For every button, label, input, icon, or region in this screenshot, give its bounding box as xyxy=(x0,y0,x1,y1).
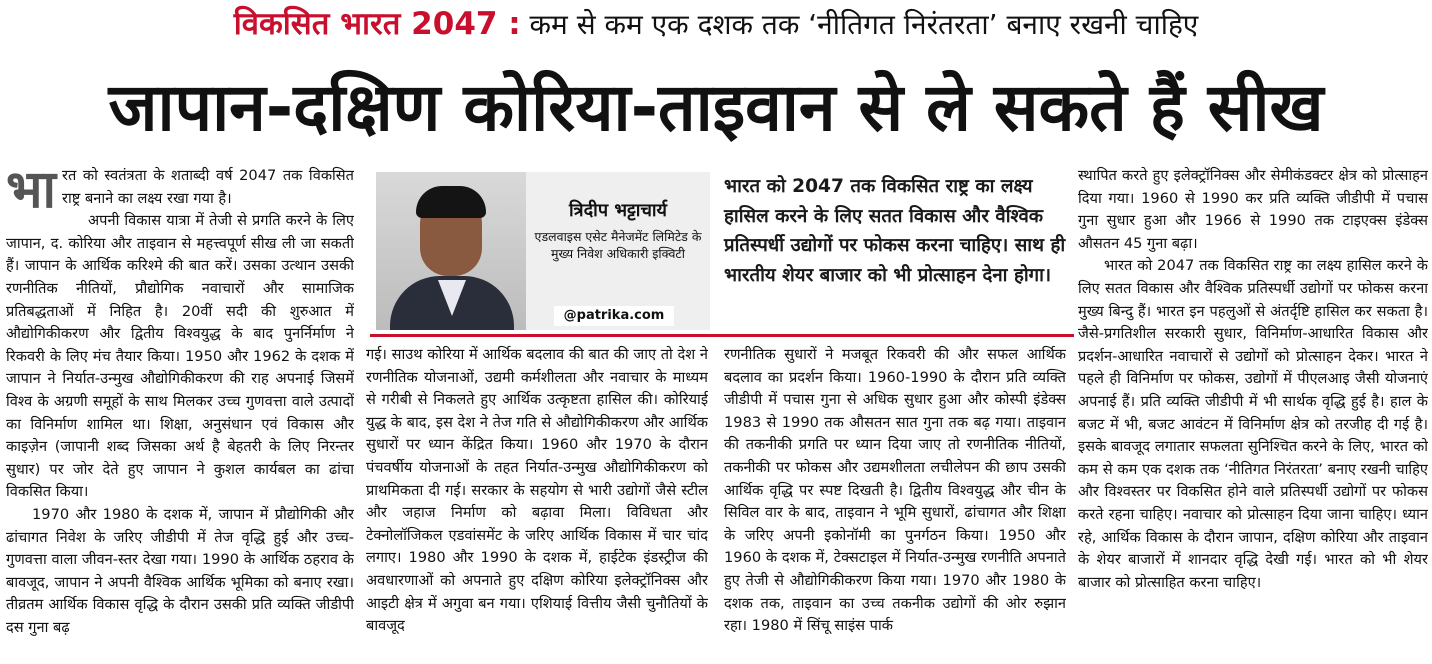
publication-handle: @patrika.com xyxy=(554,306,674,326)
paragraph: अपनी विकास यात्रा में तेजी से प्रगति करने के लिए जापान, द. कोरिया और ताइवान से महत्त्वपूर्ण सीख ली जा सकती हैं। जापान के आर्थिक करिश्मे की बात करें। उसका उत्थान उसकी रणनीतिक नीतियों, प्रौद्योगिक नवाचारों और सामाजिक प्रतिबद्धताओं में निहित है। 20वीं सदी की शुरुआत में औद्योगिकीकरण और द्वितीय विश्वयुद्ध के बाद पुनर्निर्माण ने रिकवरी के लिए मंच तैयार किया। 1950 और 1962 के दशक में जापान ने निर्यात-उन्मुख औद्योगिकीकरण की राह अपनाई जिसमें विश्व के अग्रणी समूहों के साथ मिलकर उच्च गुणवत्ता वाले उत्पादों का विनिर्माण शामिल था। शिक्षा, अनुसंधान एवं विकास और काइज़ेन (जापानी शब्द जिसका अर्थ है बेहतरी के लिए निरन्तर सुधार) पर जोर देते हुए जापान ने कुशल कार्यबल का ढांचा विकसित किया। xyxy=(6,212,354,501)
paragraph: गई। साउथ कोरिया में आर्थिक बदलाव की बात की जाए तो देश ने रणनीतिक योजनाओं, उद्यमी कर्मशीलता और नवाचार के माध्यम से गरीबी से निकलते हुए आर्थिक उत्कृष्टता हासिल की। कोरियाई युद्ध के बाद, इस देश ने तेज गति से औद्योगिकीकरण और आर्थिक सुधारों पर ध्यान केंद्रित किया। 1960 और 1970 के दौरान पंचवर्षीय योजनाओं के तहत निर्यात-उन्मुख औद्योगिकीकरण को प्राथमिकता दी गई। सरकार के सहयोग से भारी उद्योगों जैसे स्टील और जहाज निर्माण को बढ़ावा मिला। विविधता और टेक्नोलॉजिकल एडवांसमेंट के जरिए आर्थिक विकास में चार चांद लगाए। 1980 और 1990 के दशक में, हाईटेक इंडस्ट्रीज की अवधारणाओं को अपनाते हुए दक्षिण कोरिया इलेक्ट्रॉनिक्स और आइटी क्षेत्र में अगुवा बन गया। एशियाई वित्तीय जैसी चुनौतियों के बावजूद xyxy=(366,346,708,635)
author-box xyxy=(376,172,710,330)
divider-rule xyxy=(370,334,1074,337)
kicker-line xyxy=(0,2,1432,54)
headline: जापान-दक्षिण कोरिया-ताइवान से ले सकते हैं सीख xyxy=(108,69,1324,146)
article-column-4 xyxy=(1078,165,1428,663)
author-designation: एडलवाइस एसेट मैनेजमेंट लिमिटेड के मुख्य निवेश अधिकारी इक्विटी xyxy=(534,229,702,261)
paragraph: स्थापित करते हुए इलेक्ट्रॉनिक्स और सेमीकंडक्टर क्षेत्र को प्रोत्साहन दिया गया। 1960 से 1990 कर प्रति व्यक्ति जीडीपी में पचास गुना सुधार हुआ और 1966 से 1990 तक टाइएक्स इंडेक्स औसतन 45 गुना बढ़ा। xyxy=(1078,167,1428,252)
lead-paragraph: रत को स्वतंत्रता के शताब्दी वर्ष 2047 तक विकसित राष्ट्र बनाने का लक्ष्य रखा गया है। xyxy=(62,167,354,207)
paragraph: भारत को 2047 तक विकसित राष्ट्र का लक्ष्य हासिल करने के लिए सतत विकास और वैश्विक प्रतिस्पर्धी उद्योगों पर फोकस करना मुख्य बिन्दु हैं। भारत इन पहलुओं से अंतर्दृष्टि हासिल कर सकता है। जैसे-प्रगतिशील सरकारी सुधार, विनिर्माण-आधारित विकास और प्रदर्शन-आधारित नवाचारों से उद्योगों को प्रोत्साहन देकर। भारत ने पहले ही विनिर्माण पर फोकस, उद्योगों में पीएलआइ जैसी योजनाएं अपनाई हैं। प्रति व्यक्ति जीडीपी में भी सार्थक वृद्धि हुई है। हाल के बजट में भी, बजट आवंटन में विनिर्माण क्षेत्र को तरजीह दी गई है। इसके बावजूद लगातार सफलता सुनिश्चित करने के लिए, भारत को कम से कम एक दशक तक ‘नीतिगत निरंतरता’ बनाए रखनी चाहिए और विश्वस्तर पर विकसित होने वाले प्रतिस्पर्धी उद्योगों पर फोकस करते रहना चाहिए। नवाचार को प्रोत्साहन दिया जाना चाहिए। ध्यान रहे, आर्थिक विकास के दौरान जापान, दक्षिण कोरिया और ताइवान के शेयर बाजारों में शानदार वृद्धि देखी गई। भारत को भी शेयर बाजार को प्रोत्साहित करना चाहिए। xyxy=(1078,257,1428,591)
article-column-1 xyxy=(6,165,354,663)
kicker-highlight: विकसित भारत 2047 : xyxy=(233,6,521,42)
article-column-2 xyxy=(366,344,708,664)
pull-quote: भारत को 2047 तक विकसित राष्ट्र का लक्ष्य हासिल करने के लिए सतत विकास और वैश्विक प्रतिस्पर्धी उद्योगों पर फोकस करना चाहिए। साथ ही भारतीय शेयर बाजार को भी प्रोत्साहन देना होगा। xyxy=(724,176,1066,286)
paragraph: रणनीतिक सुधारों ने मजबूत रिकवरी की और सफल आर्थिक बदलाव का प्रदर्शन किया। 1960-1990 के दौरान प्रति व्यक्ति जीडीपी में पचास गुना से अधिक सुधार हुआ और कोस्पी इंडेक्स 1983 से 1990 तक औसतन सात गुना तक बढ़ गया। ताइवान की तकनीकी प्रगति पर ध्यान दिया जाए तो रणनीतिक नीतियों, तकनीकी पर फोकस और उद्यमशीलता लचीलेपन की छाप उसकी आर्थिक वृद्धि पर स्पष्ट दिखती है। द्वितीय विश्वयुद्ध और चीन के सिविल वार के बाद, ताइवान ने भूमि सुधारों, ढांचागत और शिक्षा के जरिए अपनी इकोनॉमी का पुनर्गठन किया। 1950 और 1960 के दशक में, टेक्सटाइल में निर्यात-उन्मुख रणनीति अपनाते हुए तेजी से औद्योगिकीकरण किया गया। 1970 और 1980 के दशक तक, ताइवान का उच्च तकनीक उद्योगों की ओर रुझान रहा। 1980 में सिंचू साइंस पार्क xyxy=(724,346,1066,635)
author-photo xyxy=(376,172,526,330)
drop-cap: भा xyxy=(6,165,57,220)
kicker-subtitle: कम से कम एक दशक तक ‘नीतिगत निरंतरता’ बनाए रखनी चाहिए xyxy=(520,8,1199,41)
author-name: त्रिदीप भट्टाचार्य xyxy=(569,200,667,221)
paragraph: 1970 और 1980 के दशक में, जापान में प्रौद्योगिकी और ढांचागत निवेश के जरिए जीडीपी में तेज वृद्धि हुई और उच्च-गुणवत्ता वाला जीवन-स्तर देखा गया। 1990 के आर्थिक ठहराव के बावजूद, जापान ने अपनी वैश्विक आर्थिक भूमिका को बनाए रखा। तीव्रतम आर्थिक विकास वृद्धि के दौरान उसकी प्रति व्यक्ति जीडीपी दस गुना बढ़ xyxy=(6,505,354,636)
article-column-3 xyxy=(724,344,1066,664)
